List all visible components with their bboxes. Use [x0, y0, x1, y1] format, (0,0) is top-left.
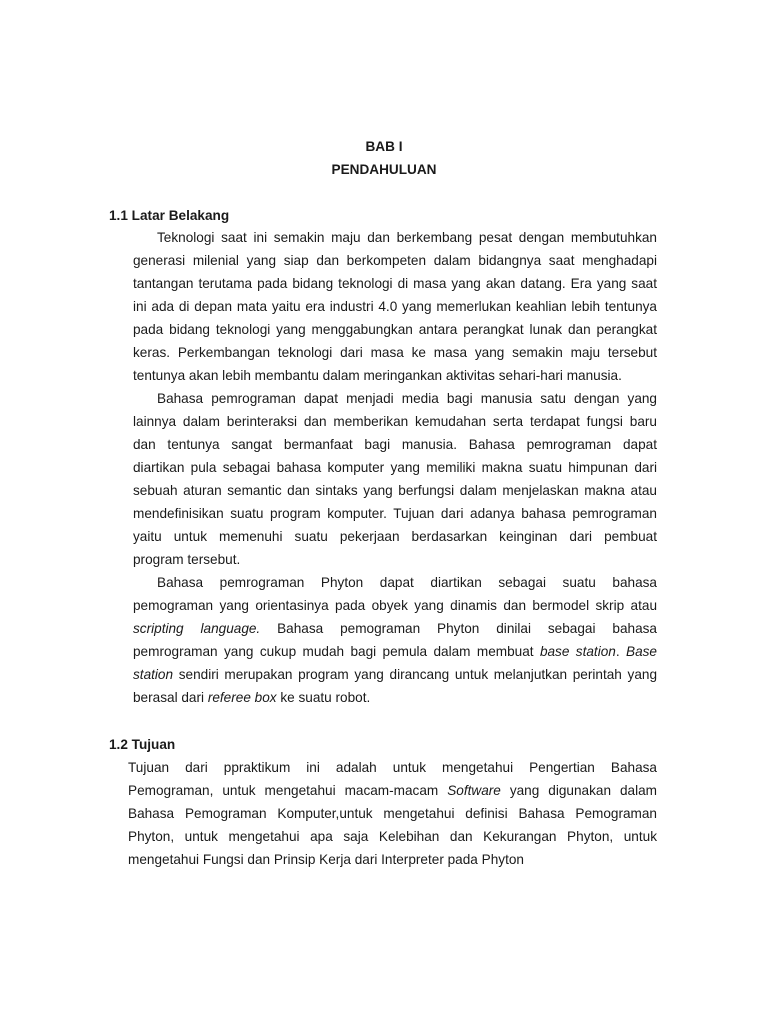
- paragraph-line: mendefinisikan suatu program komputer. Tujuan dari adanya bahasa pemrograman: [133, 506, 657, 521]
- paragraph-line: generasi milenial yang siap dan berkompeten dalam bidangnya saat menghadapi: [133, 253, 657, 268]
- paragraph-line: pada bidang teknologi yang menggabungkan antara perangkat lunak dan perangkat: [133, 322, 657, 337]
- paragraph-line: station sendiri merupakan program yang dirancang untuk melanjutkan perintah yang: [133, 667, 657, 682]
- paragraph-line: mengetahui Fungsi dan Prinsip Kerja dari Interpreter pada Phyton: [128, 852, 524, 867]
- paragraph-line: tantangan terutama pada bidang teknologi di masa yang akan datang. Era yang saat: [133, 276, 657, 291]
- paragraph-line: diartikan pula sebagai bahasa komputer yang memiliki makna suatu himpunan dari: [133, 460, 657, 475]
- paragraph-line: dan tentunya sangat bermanfaat bagi manusia. Bahasa pemrograman dapat: [133, 437, 657, 452]
- italic-term: referee box: [207, 690, 277, 705]
- paragraph-line: Bahasa pemrograman dapat menjadi media bagi manusia satu dengan yang: [157, 391, 657, 406]
- paragraph-line: keras. Perkembangan teknologi dari masa ke masa yang semakin maju tersebut: [133, 345, 657, 360]
- paragraph-line: tentunya akan lebih membantu dalam meringankan aktivitas sehari-hari manusia.: [133, 368, 622, 383]
- paragraph-line: Teknologi saat ini semakin maju dan berkembang pesat dengan membutuhkan: [157, 230, 657, 245]
- paragraph-line: Pemograman, untuk mengetahui macam-macam Software yang digunakan dalam: [128, 783, 657, 798]
- paragraph-line: berasal dari referee box ke suatu robot.: [133, 690, 371, 705]
- paragraph-line: Bahasa Pemograman Komputer,untuk mengetahui definisi Bahasa Pemograman: [128, 806, 657, 821]
- paragraph-line: Tujuan dari ppraktikum ini adalah untuk mengetahui Pengertian Bahasa: [128, 760, 657, 775]
- italic-term: scripting language.: [133, 621, 261, 636]
- italic-term: base station: [539, 644, 616, 659]
- paragraph-line: pemograman yang orientasinya pada obyek yang dinamis dan bermodel skrip atau: [133, 598, 657, 613]
- paragraph-line: yaitu untuk memenuhi suatu pekerjaan berdasarkan keinginan dari pembuat: [133, 529, 657, 544]
- paragraph-line: scripting language. Bahasa pemograman Phyton dinilai sebagai bahasa: [133, 621, 657, 636]
- section-heading-tujuan: 1.2 Tujuan: [109, 737, 176, 752]
- italic-term: station: [133, 667, 174, 682]
- chapter-title: PENDAHULUAN: [331, 162, 437, 177]
- section-heading-latar-belakang: 1.1 Latar Belakang: [109, 208, 230, 223]
- paragraph-line: pemrograman yang cukup mudah bagi pemula dalam membuat base station. Base: [133, 644, 657, 659]
- chapter-number: BAB I: [365, 139, 403, 154]
- paragraph-line: sebuah aturan semantic dan sintaks yang berfungsi dalam menjelaskan makna atau: [133, 483, 657, 498]
- paragraph-line: Phyton, untuk mengetahui apa saja Kelebihan dan Kekurangan Phyton, untuk: [128, 829, 657, 844]
- paragraph-line: program tersebut.: [133, 552, 241, 567]
- paragraph-line: Bahasa pemrograman Phyton dapat diartikan sebagai suatu bahasa: [157, 575, 657, 590]
- italic-term: Base: [626, 644, 657, 659]
- paragraph-line: lainnya dalam berinteraksi dan memberikan kemudahan serta terdapat fungsi baru: [133, 414, 657, 429]
- paragraph-line: ini ada di depan mata yaitu era industri 4.0 yang memerlukan keahlian lebih tentunya: [133, 299, 657, 314]
- italic-term: Software: [447, 783, 501, 798]
